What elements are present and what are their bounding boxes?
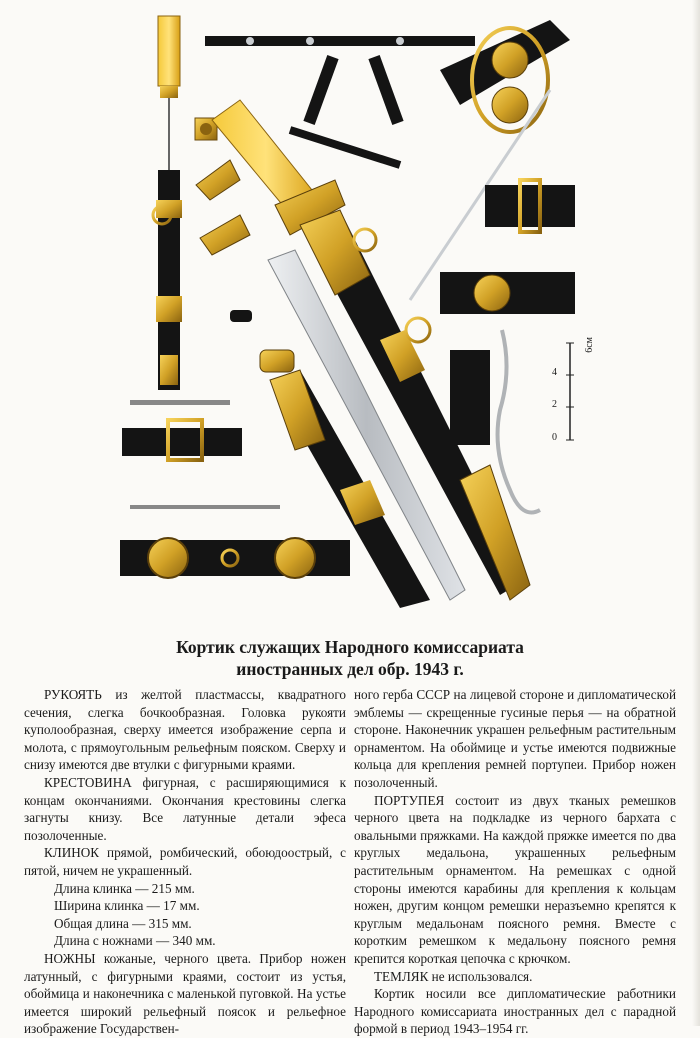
- scale-unit: 6см: [584, 337, 595, 353]
- side-view-dirk: [153, 16, 182, 390]
- paragraph-crossguard: КРЕСТОВИНА фигурная, с расширяющимися к концам окончаниями. Окончания крестовины слегка загнуты книзу. Все латунные детали эфеса позолоченные.: [24, 774, 346, 843]
- main-dirk: [212, 100, 465, 600]
- scale-tick-2: 2: [552, 399, 557, 410]
- scale-bar: [552, 335, 595, 445]
- spec-blade-length: Длина клинка — 215 мм.: [54, 880, 195, 896]
- dirk-illustration: [100, 10, 620, 610]
- waist-belt-medallions: [120, 505, 350, 578]
- paragraph-handle: РУКОЯТЬ из желтой пластмассы, квадратного сечения, слегка бочкообразная. Головка рукояти куполообразная, сверху имеется изображение серпа и молота, с прямоугольным рельефным пояском. Сверху и снизу имеются две втулки с фигурными краями.: [24, 687, 346, 773]
- caption-line-1: Кортик служащих Народного комиссариата: [176, 637, 524, 657]
- paragraph-temlyak: ТЕМЛЯК не использовался.: [374, 968, 533, 984]
- caption-line-2: иностранных дел обр. 1943 г.: [236, 659, 464, 679]
- paragraph-scabbard-continued: ного герба СССР на лицевой стороне и дипломатической эмблемы — скрещенные гусиные перья — на обратной стороне. Наконечник украшен рельефным растительным орнаментом. На обоймице и устье имеются подвижные кольца для крепления ремней портупеи. Прибор ножен позолоченный.: [354, 687, 676, 790]
- page-gutter: [692, 0, 700, 1026]
- spec-total-length: Общая длина — 315 мм.: [54, 915, 192, 931]
- paragraph-scabbard: НОЖНЫ кожаные, черного цвета. Прибор ножен латунный, с фигурными краями, состоит из устья, обоймица и наконечника с маленькой пуговкой. На устье имеется широкий рельефный поясок и рельефное изображение Государствен-: [24, 950, 346, 1037]
- right-text-column: [354, 686, 676, 1038]
- spec-blade-width: Ширина клинка — 17 мм.: [54, 898, 200, 914]
- buckles: [122, 310, 294, 460]
- left-text-column: [24, 686, 346, 1038]
- paragraph-usage: Кортик носили все дипломатические работники Народного комиссариата иностранных дел с парадной формой в период 1943–1954 гг.: [354, 986, 676, 1037]
- scale-tick-0: 0: [552, 432, 557, 443]
- scale-tick-4: 4: [552, 367, 557, 378]
- paragraph-portupei: ПОРТУПЕЯ состоит из двух тканых ремешков черного цвета на подкладке из черного бархата с овальными пряжками. На каждой пряжке имеется по два круглых медальона, украшенных рельефным растительным орнаментом. На ремешках с одной стороны имеются карабины для крепления к кольцам ножен, другим концом ремешки неразъемно крепятся к круглым медальонам поясного ремня. Вместе с коротким ремешком к медальону поясного ремня крепится короткая цепочка с крючком.: [354, 792, 676, 966]
- scale-ruler: [552, 335, 582, 445]
- spec-length-with-scabbard: Длина с ножнами — 340 мм.: [54, 933, 216, 949]
- paragraph-blade: КЛИНОК прямой, ромбический, обоюдоострый, с пятой, ничем не украшенный.: [24, 845, 346, 878]
- figure-caption: [100, 636, 600, 680]
